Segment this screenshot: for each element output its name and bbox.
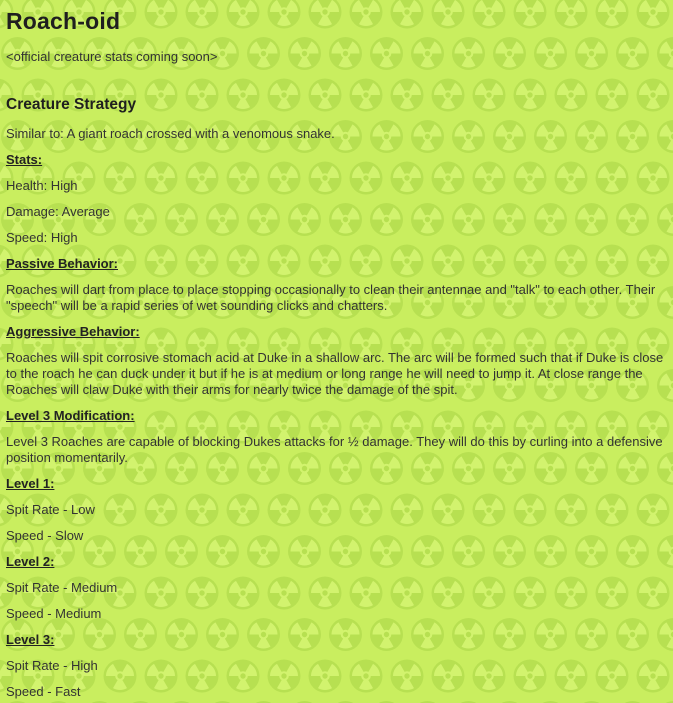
intro-similar-to: Similar to: A giant roach crossed with a venomous snake. bbox=[6, 126, 335, 141]
level-1-spit-rate: Spit Rate - Low bbox=[6, 502, 95, 517]
level-3-spit-rate: Spit Rate - High bbox=[6, 658, 98, 673]
level-1-speed: Speed - Slow bbox=[6, 528, 84, 543]
subheading-passive-behavior-label: Passive Behavior: bbox=[6, 256, 119, 271]
stat-damage: Damage: Average bbox=[6, 204, 110, 219]
subheading-level-1 bbox=[6, 476, 666, 492]
passive-behavior-text: Roaches will dart from place to place stopping occasionally to clean their antennae and "talk" to each other. Their "speech" will be a rapid series of wet sounding clicks and chatters. bbox=[6, 282, 656, 313]
subheading-level-3-modification bbox=[6, 408, 666, 424]
stat-speed: Speed: High bbox=[6, 230, 78, 245]
creature-strategy-heading: Creature Strategy bbox=[6, 96, 137, 113]
level-3-speed: Speed - Fast bbox=[6, 684, 81, 699]
level-2-speed: Speed - Medium bbox=[6, 606, 102, 621]
aggressive-behavior-text: Roaches will spit corrosive stomach acid at Duke in a shallow arc. The arc will be formed such that if Duke is close to the roach he can duck under it but if he is at medium or long range he will need to jump it. At close range the Roaches will claw Duke with their arms for nearly twice the damage of the spit. bbox=[6, 350, 664, 397]
subheading-stats-label: Stats: bbox=[6, 152, 43, 167]
subheading-stats bbox=[6, 152, 666, 168]
subheading-aggressive-behavior bbox=[6, 324, 666, 340]
official-stats-note: <official creature stats coming soon> bbox=[6, 49, 218, 64]
subheading-level-3 bbox=[6, 632, 666, 648]
level-2-spit-rate: Spit Rate - Medium bbox=[6, 580, 118, 595]
subheading-level-2-label: Level 2: bbox=[6, 554, 55, 569]
subheading-level-3-label: Level 3: bbox=[6, 632, 55, 647]
subheading-aggressive-behavior-label: Aggressive Behavior: bbox=[6, 324, 140, 339]
subheading-level-2 bbox=[6, 554, 666, 570]
subheading-level-3-modification-label: Level 3 Modification: bbox=[6, 408, 135, 423]
stat-health: Health: High bbox=[6, 178, 78, 193]
subheading-level-1-label: Level 1: bbox=[6, 476, 55, 491]
page-title: Roach-oid bbox=[6, 8, 121, 34]
level-3-modification-text: Level 3 Roaches are capable of blocking Dukes attacks for ½ damage. They will do this by curling into a defensive position momentarily. bbox=[6, 434, 663, 465]
subheading-passive-behavior bbox=[6, 256, 666, 272]
